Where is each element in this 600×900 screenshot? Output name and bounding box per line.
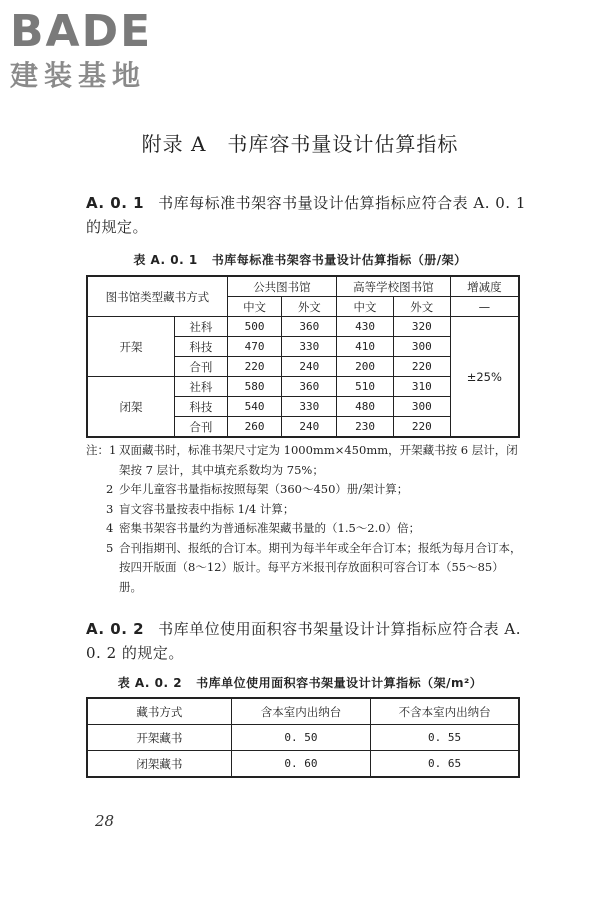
table2-cell: 0. 60	[231, 751, 370, 778]
table1-subheader-foreign: 外文	[282, 297, 337, 317]
table1-value: 240	[282, 417, 337, 438]
table1-value: 540	[227, 397, 282, 417]
table1-value: 230	[337, 417, 394, 438]
table1-value: 310	[393, 377, 450, 397]
section-a02	[86, 617, 526, 665]
table1-change-header: 增减度	[450, 276, 519, 297]
table1-group-label: 闭架	[87, 377, 174, 438]
note-number: 4	[106, 521, 114, 535]
note-text: 双面藏书时，标准书架尺寸定为 1000mm×450mm，开架藏书按 6 层计，闭架按 7 层计，其中填充系数均为 75%；	[119, 443, 518, 477]
table1-subheader-dash: —	[450, 297, 519, 317]
table-row	[87, 725, 519, 751]
note-item	[86, 500, 526, 520]
note-item	[86, 539, 526, 598]
table1-change-value: ±25%	[450, 317, 519, 438]
table1-value: 300	[393, 337, 450, 357]
table2-header-cell: 藏书方式	[87, 698, 231, 725]
table1-value: 360	[282, 377, 337, 397]
table2-caption-number: 表 A. 0. 2	[117, 676, 183, 690]
table1-group-label: 开架	[87, 317, 174, 377]
table1-category: 社科	[174, 377, 227, 397]
table1-subheader-chinese: 中文	[337, 297, 394, 317]
table1-category: 社科	[174, 317, 227, 337]
note-item	[86, 480, 526, 500]
table2-cell: 0. 55	[371, 725, 519, 751]
table1-value: 360	[282, 317, 337, 337]
table1-category: 科技	[174, 337, 227, 357]
note-label: 注：1	[86, 443, 117, 457]
table1-type-header: 图书馆类型藏书方式	[87, 276, 227, 317]
note-number: 5	[106, 540, 114, 555]
table1-caption	[0, 251, 600, 268]
table2-header-cell: 含本室内出纳台	[231, 698, 370, 725]
table1-value: 260	[227, 417, 282, 438]
note-item	[86, 519, 526, 539]
table2-cell: 闭架藏书	[87, 751, 231, 778]
table1-notes	[86, 441, 526, 597]
table1-value: 240	[282, 357, 337, 377]
table2-caption-text: 书库单位使用面积容书架量设计计算指标（架/m²）	[196, 676, 483, 690]
table1-value: 220	[393, 417, 450, 438]
section-a01	[86, 191, 526, 239]
table1-subheader-chinese: 中文	[227, 297, 282, 317]
table1-header-row	[87, 276, 519, 297]
table2-cell: 0. 50	[231, 725, 370, 751]
table2-header-row	[87, 698, 519, 725]
logo-latin-text: BADE	[10, 6, 153, 57]
note-text: 少年儿童容书量指标按照每架（360～450）册/架计算；	[119, 482, 409, 496]
page-title: 附录 A 书库容书量设计估算指标	[141, 132, 459, 156]
table1-value: 470	[227, 337, 282, 357]
logo-chinese-text: 建装基地	[10, 59, 147, 92]
table1-subheader-foreign: 外文	[393, 297, 450, 317]
table1-value: 220	[393, 357, 450, 377]
table1-value: 330	[282, 337, 337, 357]
table2-cell: 开架藏书	[87, 725, 231, 751]
section-a01-number: A. 0. 1	[86, 194, 145, 212]
table1-value: 410	[337, 337, 394, 357]
table1-value: 500	[227, 317, 282, 337]
page-number: 28	[95, 812, 115, 830]
table1-value: 330	[282, 397, 337, 417]
section-a01-text: 书库每标准书架容书量设计估算指标应符合表 A. 0. 1 的规定。	[86, 194, 526, 236]
table2-caption	[0, 674, 600, 691]
table1-value: 430	[337, 317, 394, 337]
table1-caption-text: 书库每标准书架容书量设计估算指标（册/架）	[211, 253, 467, 267]
table2	[86, 697, 520, 778]
table2-cell: 0. 65	[371, 751, 519, 778]
logo	[10, 8, 180, 92]
table1-value: 580	[227, 377, 282, 397]
table1	[86, 275, 520, 438]
table1-public-header: 公共图书馆	[227, 276, 337, 297]
table-row	[87, 317, 519, 337]
table1-university-header: 高等学校图书馆	[337, 276, 450, 297]
table1-value: 300	[393, 397, 450, 417]
table1-value: 200	[337, 357, 394, 377]
note-item	[86, 441, 526, 480]
note-number: 2	[106, 482, 114, 496]
note-text: 盲文容书量按表中指标 1/4 计算；	[119, 501, 295, 516]
table1-category: 合刊	[174, 357, 227, 377]
note-text: 密集书架容书量约为普通标准架藏书量的（1.5～2.0）倍；	[119, 521, 421, 535]
table1-value: 480	[337, 397, 394, 417]
table1-category: 合刊	[174, 417, 227, 438]
note-text: 合刊指期刊、报纸的合订本。期刊为每半年或全年合订本；报纸为每月合订本，按四开版面（8～12）版计。每平方米报刊存放面积可容合订本（55～85）册。	[119, 540, 522, 594]
table-row	[87, 751, 519, 778]
table2-header-cell: 不含本室内出纳台	[371, 698, 519, 725]
table1-value: 320	[393, 317, 450, 337]
note-number: 3	[106, 501, 114, 516]
section-a02-number: A. 0. 2	[86, 620, 145, 638]
section-a02-text: 书库单位使用面积容书架量设计计算指标应符合表 A. 0. 2 的规定。	[86, 620, 521, 662]
table1-category: 科技	[174, 397, 227, 417]
table1-value: 220	[227, 357, 282, 377]
table1-value: 510	[337, 377, 394, 397]
table1-caption-number: 表 A. 0. 1	[133, 253, 198, 267]
